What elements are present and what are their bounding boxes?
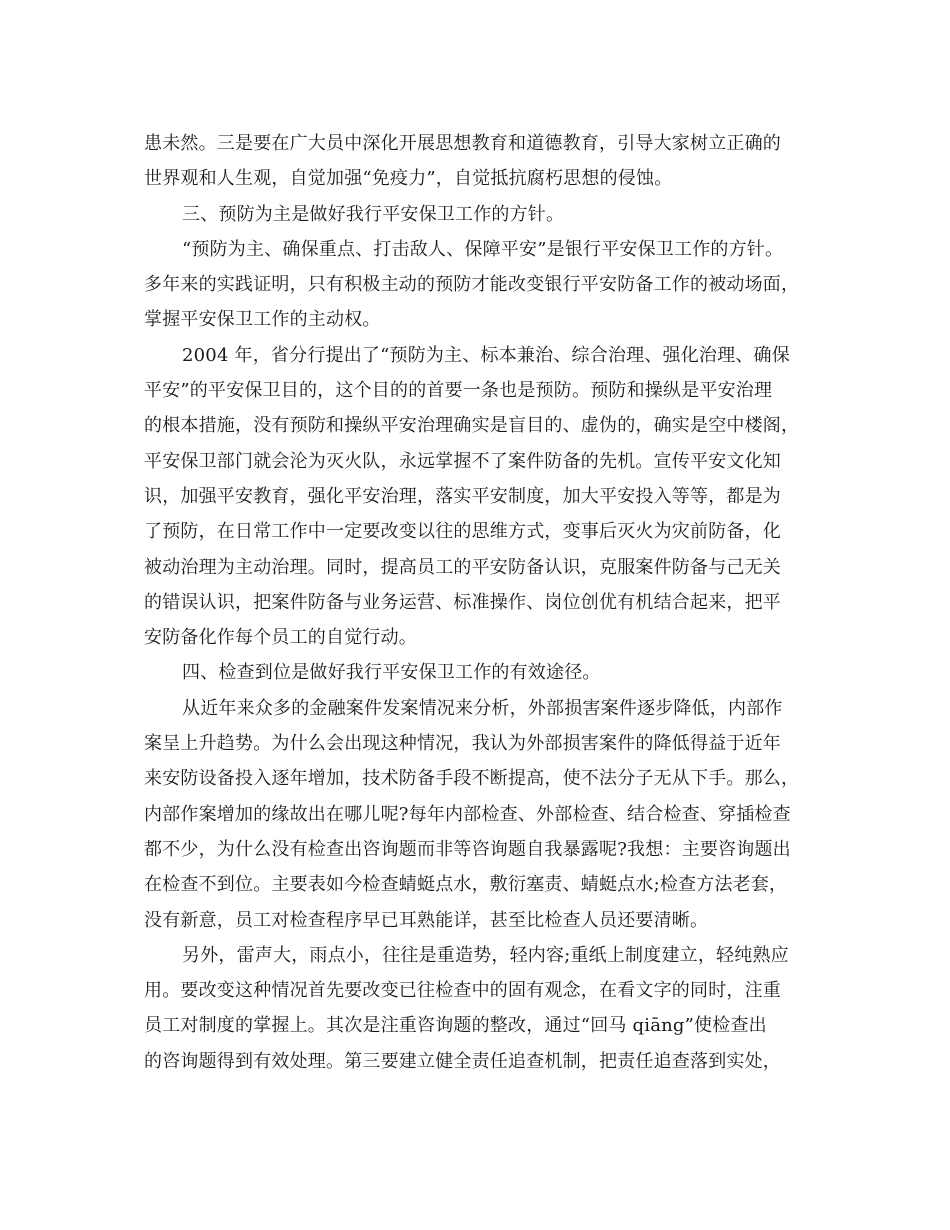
text-line: 员工对制度的掌握上。其次是注重咨询题的整改，通过“回马 qiāng”使检查出 [144,1015,767,1037]
text-line: “预防为主、确保重点、打击敌人、保障平安”是银行平安保卫工作的方针。 [182,238,784,260]
text-line: 都不少，为什么没有检查出咨询题而非等咨询题自我暴露呢?我想：主要咨询题出 [144,838,791,860]
text-line: 平安”的平安保卫目的，这个目的的首要一条也是预防。预防和操纵是平安治理 [144,380,773,402]
text-line: 的错误认识，把案件防备与业务运营、标准操作、岗位创优有机结合起来，把平 [144,591,781,613]
text-line: 2004 年，省分行提出了“预防为主、标本兼治、综合治理、强化治理、确保 [182,344,790,366]
text-line: 识，加强平安教育，强化平安治理，落实平安制度，加大平安投入等等，都是为 [144,485,781,507]
text-line: 安防备化作每个员工的自觉行动。 [144,627,417,649]
text-line: 患未然。三是要在广大员中深化开展思想教育和道德教育，引导大家树立正确的 [144,133,781,154]
text-line: 平安保卫部门就会沦为灭火队，永远掌握不了案件防备的先机。宣传平安文化知 [144,450,781,472]
text-line: 在检查不到位。主要表如今检查蜻蜓点水，敷衍塞责、蜻蜓点水;检查方法老套， [144,874,788,896]
section-heading-3: 三、预防为主是做好我行平安保卫工作的方针。 [182,203,565,225]
text-line: 用。要改变这种情况首先要改变已往检查中的固有观念，在看文字的同时，注重 [144,980,781,1002]
text-line: 案呈上升趋势。为什么会出现这种情况，我认为外部损害案件的降低得益于近年 [144,733,781,755]
text-line: 内部作案增加的缘故出在哪儿呢?每年内部检查、外部检查、结合检查、穿插检查 [144,803,791,825]
text-line: 被动治理为主动治理。同时，提高员工的平安防备认识，克服案件防备与己无关 [144,556,781,578]
text-line: 掌握平安保卫工作的主动权。 [144,309,381,331]
section-heading-4: 四、检查到位是做好我行平安保卫工作的有效途径。 [182,662,601,684]
text-line: 的咨询题得到有效处理。第三要建立健全责任追查机制，把责任追查落到实处， [144,1050,781,1072]
document-body [144,126,804,1079]
text-line: 多年来的实践证明，只有积极主动的预防才能改变银行平安防备工作的被动场面， [144,274,800,296]
text-line: 了预防，在日常工作中一定要改变以往的思维方式，变事后灭火为灾前防备，化 [144,521,781,543]
text-line: 没有新意，员工对检查程序早已耳熟能详，甚至比检查人员还要清晰。 [144,909,709,931]
text-line: 来安防设备投入逐年增加，技术防备手段不断提高，使不法分子无从下手。那么， [144,768,800,790]
text-line: 的根本措施，没有预防和操纵平安治理确实是盲目的、虚伪的，确实是空中楼阁， [144,415,800,437]
text-line: 另外，雷声大，雨点小，往往是重造势，轻内容;重纸上制度建立，轻纯熟应 [182,944,789,966]
text-line: 从近年来众多的金融案件发案情况来分析，外部损害案件逐步降低，内部作 [182,697,783,719]
text-line: 世界观和人生观，自觉加强“免疫力”，自觉抵抗腐朽思想的侵蚀。 [144,168,673,190]
